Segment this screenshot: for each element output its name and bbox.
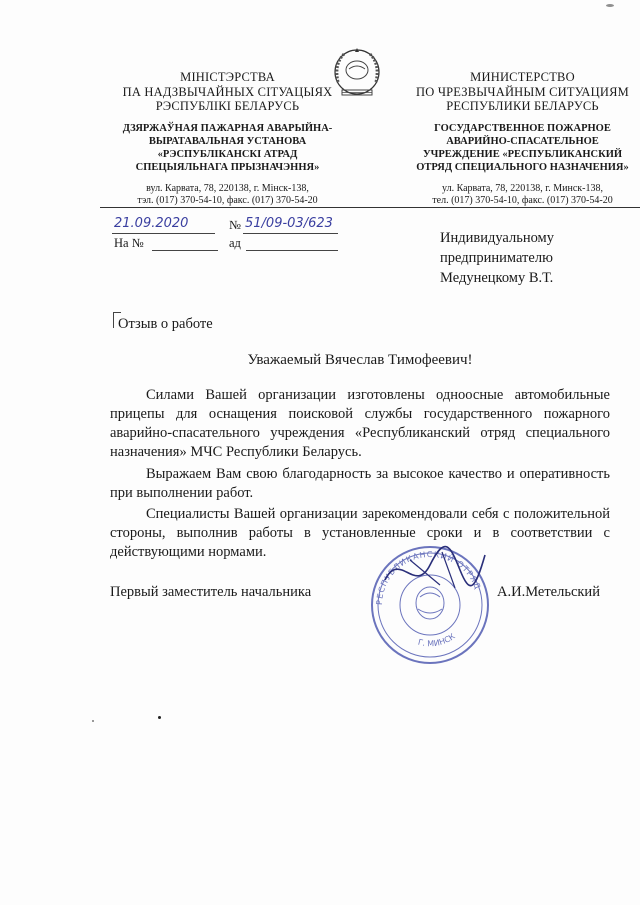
from-label: ад <box>229 236 241 250</box>
header-divider <box>100 207 640 208</box>
org-line: УЧРЕЖДЕНИЕ «РЕСПУБЛИКАНСКИЙ <box>422 148 623 160</box>
reply-underline <box>152 250 218 251</box>
org-line: АВАРИЙНО-СПАСАТЕЛЬНОЕ <box>446 135 599 147</box>
org-line: ВЫРАТАВАЛЬНАЯ УСТАНОВА <box>148 135 307 147</box>
addressee-line: предпринимателю <box>440 250 553 266</box>
ministry-line: РЭСПУБЛІКІ БЕЛАРУСЬ <box>155 99 300 113</box>
from-underline <box>246 250 338 251</box>
signer-title: Первый заместитель начальника <box>110 584 312 600</box>
handwritten-number: 51/09-03/623 <box>245 216 333 231</box>
body-paragraph: Специалисты Вашей организации зарекомендовали себя с положительной стороны, выполнив работы в установленные сроки и в соответствии с действующими нормами. <box>110 506 610 560</box>
ministry-ru <box>405 70 640 114</box>
org-line: «РЭСПУБЛІКАНСКІ АТРАД <box>157 148 298 160</box>
scan-speck <box>606 4 614 7</box>
body-paragraph: Выражаем Вам свою благодарность за высокое качество и оперативность при выполнении работ. <box>110 466 610 501</box>
contacts-line: тэл. (017) 370-54-10, факс. (017) 370-54-20 <box>137 195 318 206</box>
reply-label: На № <box>114 236 144 250</box>
handwritten-signature <box>380 540 490 600</box>
address-be <box>100 183 355 208</box>
org-line: СПЕЦЫЯЛЬНАГА ПРЫЗНАЧЭННЯ» <box>135 161 320 173</box>
subject-bracket <box>113 312 121 313</box>
addressee-line: Медунецкому В.Т. <box>440 270 554 286</box>
org-name-be <box>100 122 355 174</box>
ministry-line: РЕСПУБЛИКИ БЕЛАРУСЬ <box>446 99 599 113</box>
address-line: ул. Карвата, 78, 220138, г. Минск-138, <box>442 182 603 194</box>
addressee-block <box>440 228 554 288</box>
ministry-be <box>100 70 355 114</box>
address-line: вул. Карвата, 78, 220138, г. Мінск-138, <box>146 182 309 194</box>
org-line: ДЗЯРЖАЎНАЯ ПАЖАРНАЯ АВАРЫЙНА- <box>122 122 333 134</box>
scan-speck <box>92 720 94 722</box>
contacts-line: тел. (017) 370-54-10, факс. (017) 370-54-20 <box>432 195 613 206</box>
subject-line: Отзыв о работе <box>118 316 213 332</box>
number-underline <box>243 233 338 234</box>
scan-speck <box>158 716 161 719</box>
address-ru <box>405 183 640 208</box>
ministry-line: МИНИСТЕРСТВО <box>470 70 575 84</box>
signer-name: А.И.Метельский <box>497 584 600 600</box>
org-line: ГОСУДАРСТВЕННОЕ ПОЖАРНОЕ <box>434 122 611 134</box>
number-label: № <box>229 218 241 232</box>
ministry-line: ПА НАДЗВЫЧАЙНЫХ СІТУАЦЫЯХ <box>122 84 333 99</box>
addressee-line: Индивидуальному <box>440 230 554 246</box>
ministry-line: ПО ЧРЕЗВЫЧАЙНЫМ СИТУАЦИЯМ <box>416 84 629 99</box>
header-left <box>100 70 355 208</box>
header-right <box>405 70 640 208</box>
org-line: ОТРЯД СПЕЦИАЛЬНОГО НАЗНАЧЕНИЯ» <box>416 161 629 173</box>
greeting: Уважаемый Вячеслав Тимофеевич! <box>247 352 473 368</box>
ministry-line: МІНІСТЭРСТВА <box>180 70 275 84</box>
org-name-ru <box>405 122 640 174</box>
body-paragraph: Силами Вашей организации изготовлены одноосные автомобильные прицепы для оснащения поисковой службы государственного пожарного аварийно-спасательного учреждения «Республиканский отряд специального назначения» МЧС Республики Беларусь. <box>110 387 610 460</box>
handwritten-date: 21.09.2020 <box>114 216 189 231</box>
date-underline <box>112 233 215 234</box>
stamp-text-bottom: Г. МИНСК <box>417 631 457 649</box>
subject-bracket <box>113 312 114 328</box>
stamp-text-top: РЕСПУБЛИКАНСКИЙ ОТРЯД <box>374 549 483 606</box>
